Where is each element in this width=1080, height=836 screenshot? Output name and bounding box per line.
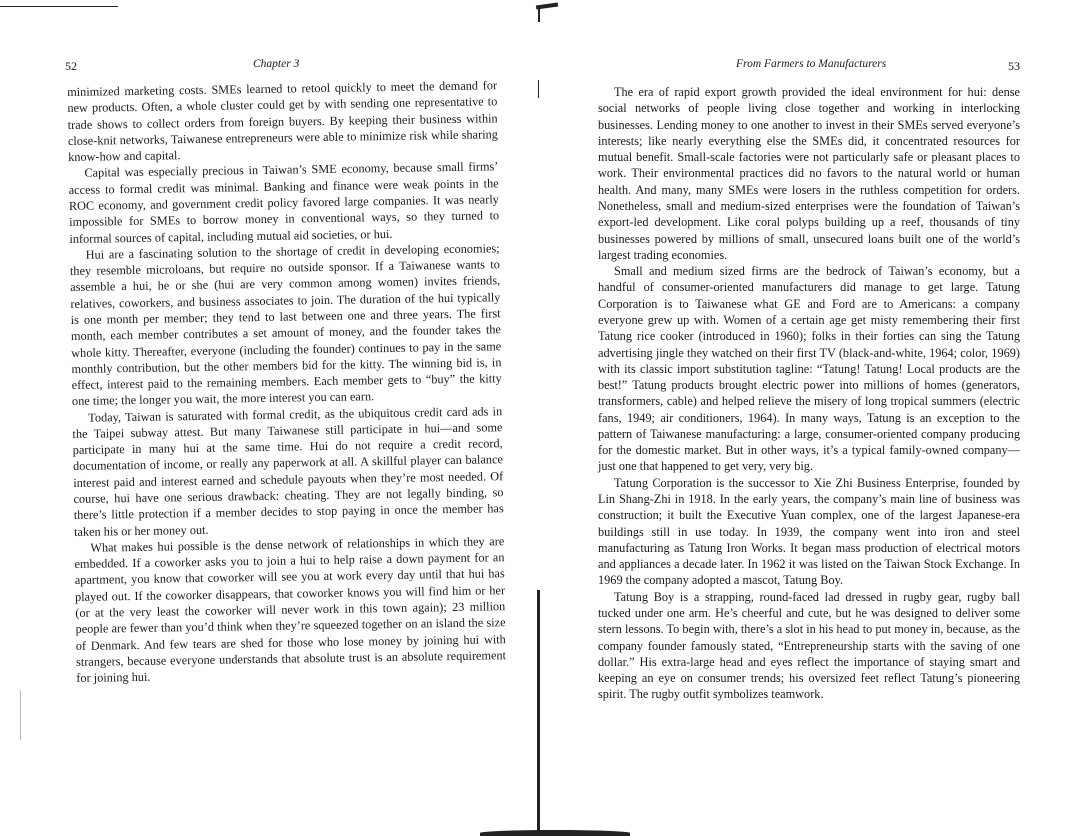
paragraph: What makes hui possible is the dense network of relationships in which they are embedded. If a coworker asks you to join a hui to help raise a down payment for an apartment, you know that coworker will see you at work every day until that hui has played out. If the coworker disappears, that coworker knows you will find him or her (or at the very least the coworker will never work in this town again); 23 million people are fewer than you’d think when they’re squeezed together on an island the size of Denmark. And few tears are shed for those who lose money by joining hui with strangers, because everyone understands that absolute trust is an absolute requirement for joining hui.	[74, 534, 507, 686]
page-bottom-shadow	[480, 830, 630, 836]
left-margin-mark	[20, 690, 21, 740]
paragraph: Tatung Boy is a strapping, round-faced lad dressed in rugby gear, rugby ball tucked under one arm. He’s cheerful and cute, but he was designed to deliver some stern lessons. To begin with, there’s a slot in his head to put money in, because, as the company founder famously stated, “Entrepreneurship starts with the saving of one dollar.” His extra-large head and eyes reflect the importance of staying smart and keeping an eye on consumer trends; his oversized feet reflect Tatung’s pioneering spirit. The rugby outfit symbolizes teamwork.	[598, 589, 1020, 702]
running-head: Chapter 3	[253, 58, 300, 70]
paragraph: Tatung Corporation is the successor to Xie Zhi Business Enterprise, founded by Lin Shang-Zhi in 1918. In the early years, the company’s main line of business was construction; it built the Executive Yuan complex, one of the largest Japanese-era buildings still in use today. In 1939, the company went into iron and steel manufacturing as Tatung Iron Works. It began mass production of electrical motors and appliances a decade later. In 1962 it was listed on the Taiwan Stock Exchange. In 1969 the company adopted a mascot, Tatung Boy.	[598, 475, 1020, 588]
page-number: 53	[1008, 59, 1020, 73]
body-text	[598, 84, 1020, 703]
paragraph: minimized marketing costs. SMEs learned to retool quickly to meet the demand for new products. Often, a whole cluster could get by with sending one representative to trade shows to collect orders from foreign buyers. By keeping their business within close-knit networks, Taiwanese entrepreneurs were able to minimize risk while sharing know-how and capital.	[67, 78, 498, 165]
running-head: From Farmers to Manufacturers	[736, 58, 887, 70]
page-gutter	[538, 6, 540, 22]
paragraph: Hui are a fascinating solution to the shortage of credit in developing economies; they resemble microloans, but require no outside sponsor. If a Taiwanese wants to assemble a hui, he or she (hui are very common among women) invites friends, relatives, coworkers, and business associates to join. The duration of the hui typically is one month per member; they tend to last between one and three years. The first month, each member contributes a set amount of money, and the founder takes the whole kitty. Thereafter, everyone (including the founder) continues to pay in the same monthly contribution, but the other members bid for the kitty. The winning bid is, in effect, interest paid to the remaining members. Each member gets to “buy” the kitty one time; the longer you wait, the more interest you can earn.	[69, 241, 502, 409]
paragraph: Capital was especially precious in Taiwan’s SME economy, because small firms’ access to formal credit was minimal. Banking and finance were weak points in the ROC economy, and government credit policy favored large companies. It was nearly impossible for SMEs to borrow money in conventional ways, so they turned to informal sources of capital, including mutual aid societies, or hui.	[68, 159, 500, 246]
scan-edge-top-left	[0, 6, 118, 7]
paragraph: Today, Taiwan is saturated with formal credit, as the ubiquitous credit card ads in the Taipei subway attest. But many Taiwanese still participate in hui—and some participate in many hui at the same time. Hui do not require a credit record, documentation of income, or really any paperwork at all. A skillful player can balance interest paid and interest earned and schedule payouts when they’re most needed. Of course, hui have one serious drawback: cheating. They are not legally binding, so there’s little protection if a member decides to stop paying in once the member has taken his or her money out.	[72, 403, 504, 539]
page-number: 52	[65, 59, 77, 73]
paragraph: The era of rapid export growth provided the ideal environment for hui: dense social networks of people living close together and working in interlocking businesses. Lending money to one another to invest in their SMEs served everyone’s interests; like nearly everything else the SMEs did, it concentrated resources for mutual benefit. Small-scale factories were not particularly safe or pleasant places to work. Their environmental practices did no favors to the natural world or human health. And many, many SMEs were losers in the ruthless competition for orders. Nonetheless, small and medium-sized enterprises were the foundation of Taiwan’s export-led development. Like coral polyps building up a reef, thousands of tiny businesses powered by millions of small, unsecured loans built one of the world’s largest trading economies.	[598, 85, 1020, 262]
body-text	[67, 77, 506, 686]
page-gutter-bottom	[537, 590, 540, 836]
page-gutter-lower	[538, 80, 539, 98]
paragraph: Small and medium sized firms are the bedrock of Taiwan’s economy, but a handful of consumer-oriented manufacturers did manage to get large. Tatung Corporation is to Taiwanese what GE and Ford are to Americans: a company everyone grew up with. Women of a certain age get misty remembering their first Tatung rice cooker (introduced in 1960); folks in their forties can sing the Tatung advertising jingle they watched on their first TV (black-and-white, 1964; color, 1969) with its classic import substitution tagline: “Tatung! Tatung! Local products are the best!” Tatung products brought electric power into millions of homes (generators, transformers, cable) and helped relieve the misery of long tropical summers (electric fans, 1949; air conditioners, 1964). In many ways, Tatung is an exception to the pattern of Taiwanese manufacturing: a large, consumer-oriented company producing for the domestic market. But in other ways, it’s a typical family-owned company—just one that happened to get very, very big.	[598, 264, 1020, 474]
